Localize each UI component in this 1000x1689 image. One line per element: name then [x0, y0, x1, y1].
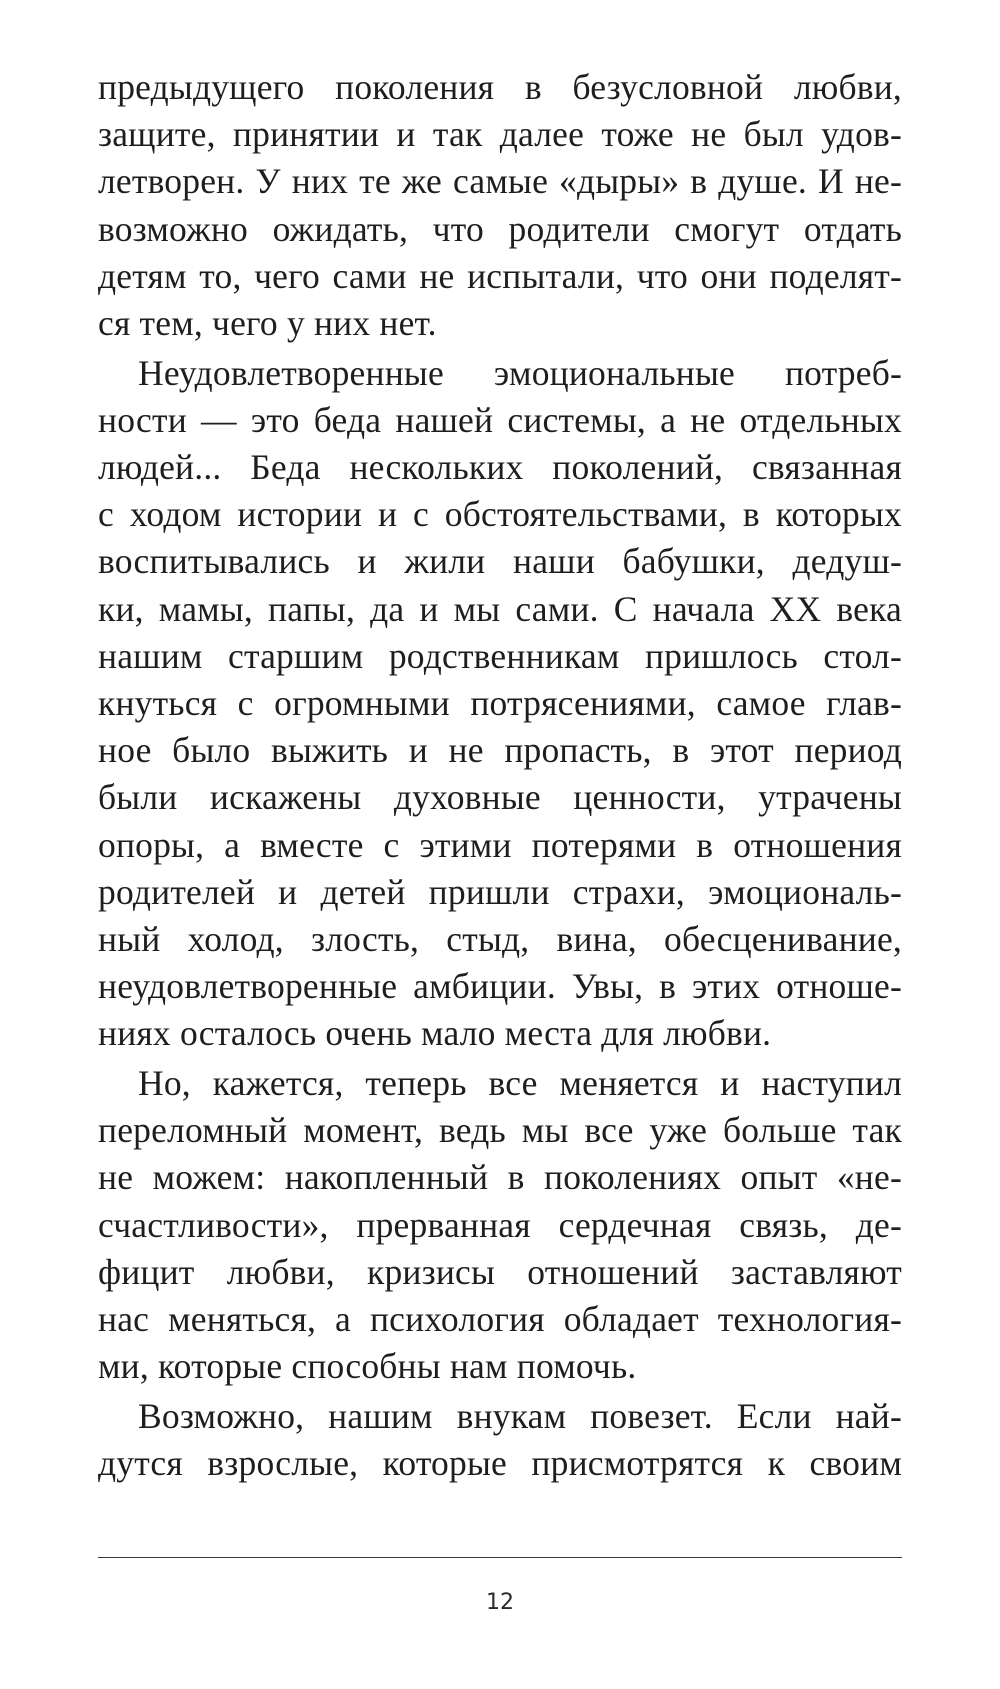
- text-line: ся тем, чего у них нет.: [98, 302, 437, 343]
- text-line: Но, кажется, теперь все меняется и наступил: [138, 1062, 902, 1103]
- text-line: с ходом истории и с обстоятельствами, в которых: [98, 494, 902, 535]
- text-line: нас меняться, а психология обладает технология-: [98, 1298, 902, 1339]
- text-line: переломный момент, ведь мы все уже больше так: [98, 1110, 902, 1151]
- text-line: ки, мамы, папы, да и мы сами. С начала XX века: [98, 588, 902, 629]
- paragraph: [98, 1060, 902, 1390]
- text-line: были искажены духовные ценности, утрачены: [98, 777, 902, 818]
- text-line: не можем: накопленный в поколениях опыт «не-: [98, 1157, 902, 1198]
- paragraph: [98, 350, 902, 1058]
- body-text: [98, 64, 902, 1487]
- text-line: опоры, а вместе с этими потерями в отношения: [98, 824, 902, 865]
- text-line: ниях осталось очень мало места для любви.: [98, 1013, 772, 1054]
- text-line: родителей и детей пришли страхи, эмоциональ-: [98, 871, 902, 912]
- text-line: Возможно, нашим внукам повезет. Если най-: [138, 1395, 902, 1436]
- paragraph: [98, 64, 902, 347]
- text-line: дутся взрослые, которые присмотрятся к своим: [98, 1442, 902, 1483]
- text-line: предыдущего поколения в безусловной любви,: [98, 67, 902, 107]
- text-line: неудовлетворенные амбиции. Увы, в этих отноше-: [98, 966, 902, 1007]
- page-number: 12: [486, 1590, 514, 1615]
- text-line: детям то, чего сами не испытали, что они поделят-: [98, 255, 902, 296]
- footer-divider: [98, 1557, 902, 1558]
- text-line: Неудовлетворенные эмоциональные потреб-: [138, 352, 902, 393]
- text-line: возможно ожидать, что родители смогут отдать: [98, 208, 902, 249]
- text-line: кнуться с огромными потрясениями, самое глав-: [98, 682, 902, 723]
- text-line: воспитывались и жили наши бабушки, дедуш-: [98, 541, 902, 582]
- text-line: людей... Беда нескольких поколений, связанная: [98, 447, 902, 487]
- text-line: ности — это беда нашей системы, а не отдельных: [98, 399, 902, 440]
- text-line: счастливости», прерванная сердечная связь, де-: [98, 1204, 902, 1245]
- text-line: ное было выжить и не пропасть, в этот период: [98, 730, 902, 771]
- text-line: защите, принятии и так далее тоже не был удов-: [98, 114, 902, 155]
- paragraph: [98, 1393, 902, 1487]
- text-line: ный холод, злость, стыд, вина, обесценивание,: [98, 918, 902, 959]
- text-line: фицит любви, кризисы отношений заставляют: [98, 1251, 902, 1292]
- text-line: нашим старшим родственникам пришлось стол-: [98, 635, 902, 676]
- text-line: летворен. У них те же самые «дыры» в душе. И не-: [98, 161, 902, 202]
- text-line: ми, которые способны нам помочь.: [98, 1346, 637, 1387]
